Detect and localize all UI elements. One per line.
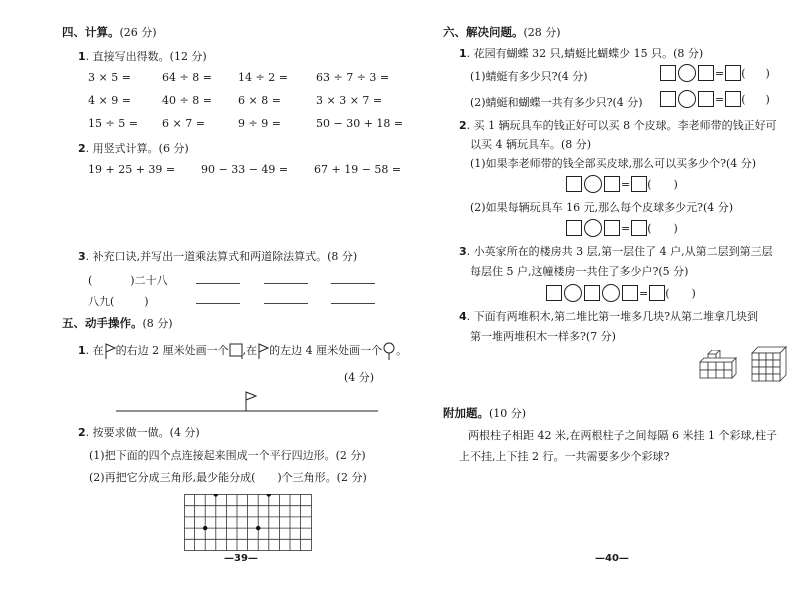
problem-q1-sub1: (1)蜻蜓有多少只?(4 分) — [470, 70, 588, 83]
answer-line — [331, 303, 375, 304]
grid-dot — [267, 494, 271, 497]
dot-grid — [184, 494, 312, 552]
rhyme-1-close: )二十八 — [130, 274, 168, 287]
answer-line — [196, 283, 240, 284]
blank-square — [725, 65, 741, 81]
answer-line — [331, 283, 375, 284]
unit-paren-open: ( — [741, 66, 746, 80]
section5-score: (8 分) — [142, 317, 173, 330]
blank-square — [649, 285, 665, 301]
calc-q1-text: . 直接写出得数。(12 分) — [85, 50, 207, 63]
draw-q1-part-d: 的左边 4 厘米处画一个 — [269, 344, 383, 357]
blank-square — [698, 91, 714, 107]
circle-shape-icon — [382, 342, 396, 360]
equation-template — [546, 284, 696, 302]
calc-q1-number: 1 — [78, 50, 86, 63]
blank-square — [622, 285, 638, 301]
section5-heading — [62, 315, 173, 331]
draw-q2-sub2-a: (2)再把它分成三角形,最少能分成( — [89, 471, 256, 484]
problem-q2-sub1: (1)如果李老师带的钱全部买皮球,那么可以买多少个?(4 分) — [470, 157, 757, 170]
blank-square — [725, 91, 741, 107]
blank-square — [566, 220, 582, 236]
unit-paren-open: ( — [647, 221, 652, 235]
blank-square — [660, 65, 676, 81]
problem-q4-line2: 第一堆两堆积木一样多?(7 分) — [470, 330, 616, 343]
draw-q2-number: 2 — [78, 426, 86, 439]
blank-circle — [602, 284, 620, 302]
rhyme-2-close: ) — [144, 295, 149, 308]
problem-q2-sub2: (2)如果每辆玩具车 16 元,那么每个皮球多少元?(4 分) — [470, 201, 734, 214]
blank-square — [660, 91, 676, 107]
draw-q2-sub1: (1)把下面的四个点连接起来围成一个平行四边形。(2 分) — [89, 449, 366, 462]
equation-template — [660, 90, 770, 108]
unit-paren-close: ) — [691, 286, 696, 300]
grid-dot — [214, 494, 218, 497]
section5-title: 五、动手操作。 — [62, 316, 143, 330]
draw-q1-number: 1 — [78, 344, 86, 357]
blank-square — [698, 65, 714, 81]
equals-sign: = — [621, 177, 631, 191]
draw-q1-part-e: 。 — [396, 344, 408, 357]
rhyme-2-prefix: 八九( — [88, 295, 115, 308]
square-shape-icon — [229, 343, 243, 359]
problem-q4-number: 4 — [459, 310, 467, 323]
unit-paren-open: ( — [741, 92, 746, 106]
calc-q2-text: . 用竖式计算。(6 分) — [85, 142, 189, 155]
draw-q2-sub2 — [89, 469, 367, 485]
rhyme-1-open: ( — [88, 274, 93, 287]
equation-template — [566, 175, 678, 193]
vertical-calc-item: 19 + 25 + 39 = — [88, 163, 176, 176]
answer-line — [196, 303, 240, 304]
blank-square — [631, 176, 647, 192]
section6-title: 六、解决问题。 — [443, 25, 524, 39]
page-number-40: —40— — [595, 553, 629, 564]
blank-square — [604, 220, 620, 236]
equals-sign: = — [639, 286, 649, 300]
problem-q2-number: 2 — [459, 119, 467, 132]
draw-q2-heading — [78, 424, 200, 440]
vertical-calc-item: 67 + 19 − 58 = — [314, 163, 402, 176]
section6-heading — [443, 24, 561, 40]
problem-q1-text: . 花园有蝴蝶 32 只,蜻蜓比蝴蝶少 15 只。(8 分) — [466, 47, 704, 60]
bonus-heading — [443, 405, 526, 421]
grid-dot — [256, 526, 260, 530]
drawing-baseline — [116, 388, 378, 414]
calc-q3-heading — [78, 248, 357, 264]
draw-q2-sub2-b: )个三角形。(2 分) — [277, 471, 367, 484]
calc-q2-heading — [78, 140, 189, 156]
calc-q2-number: 2 — [78, 142, 86, 155]
unit-paren-open: ( — [647, 177, 652, 191]
vertical-calc-item: 90 − 33 − 49 = — [201, 163, 289, 176]
equals-sign: = — [715, 92, 725, 106]
section6-score: (28 分) — [523, 26, 561, 39]
unit-paren-close: ) — [765, 66, 770, 80]
calc-item: 9 ÷ 9 = — [238, 117, 281, 130]
multiplication-rhyme-2 — [88, 293, 149, 309]
problem-q3-number: 3 — [459, 245, 467, 258]
calc-item: 4 × 9 = — [88, 94, 131, 107]
problem-q2-line1 — [459, 117, 777, 133]
blank-square — [546, 285, 562, 301]
unit-paren-open: ( — [665, 286, 670, 300]
bonus-line1: 两根柱子相距 42 米,在两根柱子之间每隔 6 米挂 1 个彩球,柱子 — [468, 429, 777, 442]
block-pile-1 — [698, 350, 742, 382]
draw-q1-part-a: . 在 — [85, 344, 104, 357]
problem-q3-line2: 每层住 5 户,这幢楼房一共住了多少户?(5 分) — [470, 265, 689, 278]
problem-q1-sub2: (2)蜻蜓和蝴蝶一共有多少只?(4 分) — [470, 96, 643, 109]
multiplication-rhyme-1 — [88, 272, 168, 288]
bonus-title: 附加题。 — [443, 406, 489, 420]
block-pile-2 — [750, 345, 788, 383]
unit-paren-close: ) — [673, 177, 678, 191]
problem-q3-line1 — [459, 243, 773, 259]
calc-item: 64 ÷ 8 = — [162, 71, 212, 84]
blank-square — [584, 285, 600, 301]
blank-square — [566, 176, 582, 192]
calc-q3-text: . 补充口诀,并写出一道乘法算式和两道除法算式。(8 分) — [85, 250, 358, 263]
section4-heading — [62, 24, 157, 40]
section4-title: 四、计算。 — [62, 25, 120, 39]
calc-q3-number: 3 — [78, 250, 86, 263]
answer-line — [264, 303, 308, 304]
blank-square — [604, 176, 620, 192]
draw-q1-part-c: ,在 — [242, 344, 258, 357]
problem-q1-heading — [459, 45, 703, 61]
calc-item: 15 ÷ 5 = — [88, 117, 138, 130]
problem-q3-text: . 小英家所在的楼房共 3 层,第一层住了 4 户,从第二层到第三层 — [466, 245, 773, 258]
calc-item: 50 − 30 + 18 = — [316, 117, 404, 130]
draw-q1 — [78, 342, 407, 360]
grid-dot — [203, 526, 207, 530]
answer-line — [264, 283, 308, 284]
problem-q4-line1 — [459, 308, 758, 324]
problem-q1-number: 1 — [459, 47, 467, 60]
bonus-line2: 上不挂,上下挂 2 行。一共需要多少个彩球? — [459, 450, 670, 463]
draw-q2-text: . 按要求做一做。(4 分) — [85, 426, 200, 439]
calc-item: 3 × 5 = — [88, 71, 131, 84]
draw-q1-part-b: 的右边 2 厘米处画一个 — [115, 344, 229, 357]
page-number-39: —39— — [224, 553, 258, 564]
problem-q2-line2: 以买 4 辆玩具车。(8 分) — [470, 138, 592, 151]
calc-item: 14 ÷ 2 = — [238, 71, 288, 84]
calc-item: 6 × 8 = — [238, 94, 281, 107]
unit-paren-close: ) — [765, 92, 770, 106]
blank-square — [631, 220, 647, 236]
flag-icon — [104, 343, 116, 359]
calc-item: 40 ÷ 8 = — [162, 94, 212, 107]
blank-circle — [584, 175, 602, 193]
bonus-score: (10 分) — [489, 407, 527, 420]
unit-paren-close: ) — [673, 221, 678, 235]
problem-q2-text: . 买 1 辆玩具车的钱正好可以买 8 个皮球。李老师带的钱正好可 — [466, 119, 777, 132]
problem-q4-text: . 下面有两堆积木,第二堆比第一堆多几块?从第二堆拿几块到 — [466, 310, 759, 323]
blank-circle — [564, 284, 582, 302]
equals-sign: = — [715, 66, 725, 80]
calc-q1-heading — [78, 48, 207, 64]
blank-circle — [678, 64, 696, 82]
calc-item: 63 ÷ 7 ÷ 3 = — [316, 71, 390, 84]
equation-template — [566, 219, 678, 237]
calc-item: 3 × 3 × 7 = — [316, 94, 383, 107]
blank-circle — [678, 90, 696, 108]
calc-item: 6 × 7 = — [162, 117, 205, 130]
blank-circle — [584, 219, 602, 237]
equals-sign: = — [621, 221, 631, 235]
draw-q1-score: (4 分) — [344, 371, 375, 384]
equation-template — [660, 64, 770, 82]
section4-score: (26 分) — [119, 26, 157, 39]
flag-icon — [257, 343, 269, 359]
